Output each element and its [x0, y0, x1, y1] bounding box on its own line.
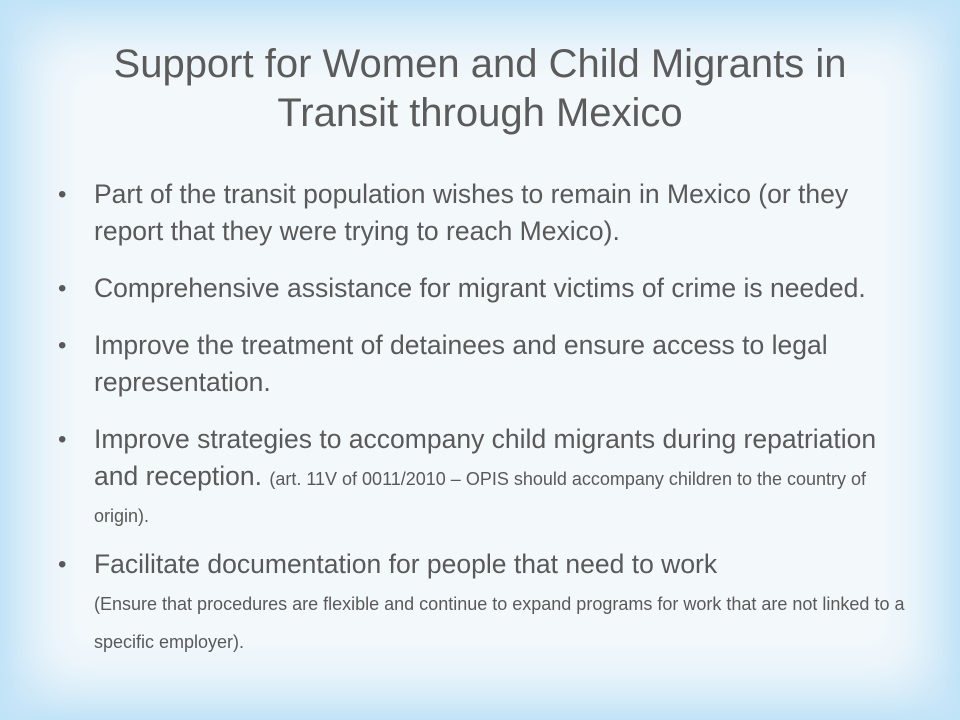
slide-title-line-1: Support for Women and Child Migrants in	[113, 42, 847, 86]
bullet-text: Improve strategies to accompany child migrants during repatriation and reception.	[94, 424, 877, 491]
bullet-dot: •	[58, 181, 67, 208]
bullet-text: Facilitate documentation for people that need to work	[94, 549, 718, 579]
bullet-dot: •	[58, 426, 67, 453]
bullet-item	[58, 176, 908, 250]
bullet-note: (art. 11V of 0011/2010 – OPIS should accompany children to the country of origin).	[94, 469, 867, 526]
slide-title	[60, 40, 900, 138]
bullet-dot: •	[58, 332, 67, 359]
slide-title-line-2: Transit through Mexico	[277, 91, 683, 135]
bullet-text: Improve the treatment of detainees and ensure access to legal representation.	[94, 330, 828, 397]
bullet-text: Part of the transit population wishes to remain in Mexico (or they report that they were trying to reach Mexico).	[94, 179, 849, 246]
bullet-item	[58, 421, 908, 532]
bullet-item	[58, 327, 908, 401]
bullet-note: (Ensure that procedures are flexible and continue to expand programs for work that are not linked to a specific employer).	[94, 594, 905, 652]
bullet-item	[58, 270, 908, 307]
bullet-dot: •	[58, 551, 67, 578]
bullet-item	[58, 546, 908, 659]
bullet-dot: •	[58, 275, 67, 302]
bullet-list	[58, 176, 908, 679]
bullet-text: Comprehensive assistance for migrant victims of crime is needed.	[94, 273, 866, 303]
